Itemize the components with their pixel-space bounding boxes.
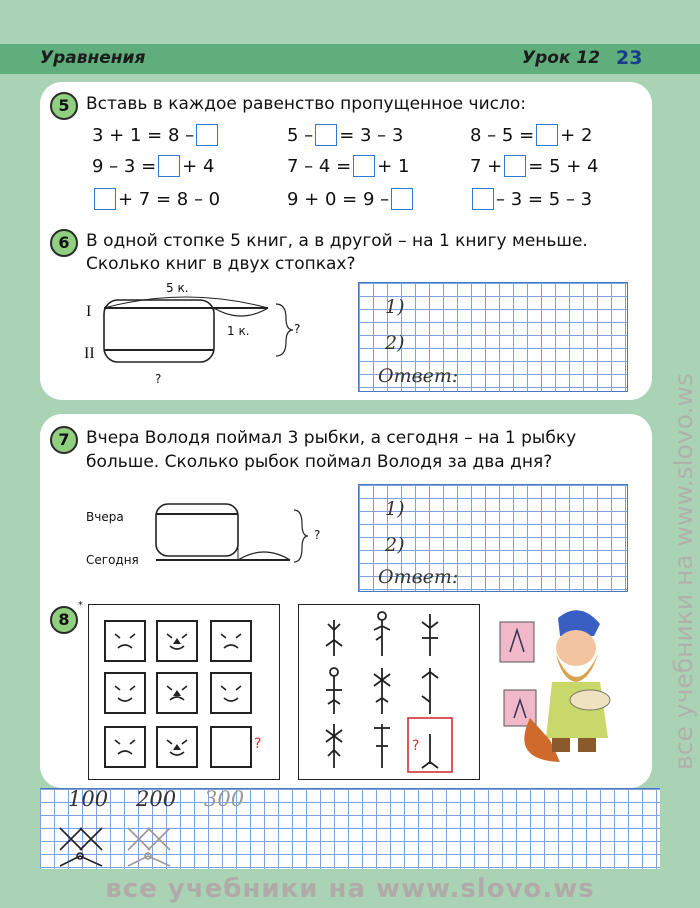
label-sum-question: ? [294,322,301,336]
task6-answer-word: Ответ: [378,365,459,387]
watermark-bottom: все учебники на www.slovo.ws [105,874,595,904]
equation-right: – 3 = 5 – 3 [496,188,593,210]
equation-right: + 7 = 8 – 0 [118,188,221,210]
task8-star: * [78,600,83,611]
missing-number-box[interactable] [196,124,218,146]
copybook-pattern [56,824,186,868]
equation [287,155,409,177]
task6-step2: 2) [385,332,405,354]
missing-number-box[interactable] [353,155,375,177]
copybook-100: 100 [68,787,109,811]
face-cell [210,620,252,662]
equation-right: + 1 [377,155,410,177]
page-header [0,44,700,74]
equation [92,155,214,177]
books-diagram [78,278,318,388]
topic-title: Уравнения [40,48,146,68]
equation-left: 3 + 1 = 8 – [92,124,195,146]
missing-number-box[interactable] [504,155,526,177]
task7-step1: 1) [385,498,405,520]
face-cell [104,726,146,768]
missing-number-box[interactable] [391,188,413,210]
task6-number: 6 [50,229,78,257]
watermark-right [662,120,700,780]
label-yesterday: Вчера [86,510,124,524]
task7-answer-word: Ответ: [378,566,459,588]
lesson-label: Урок 12 [522,48,601,68]
equation [470,188,592,210]
figures-question: ? [412,738,420,754]
label-five-books: 5 к. [166,281,189,295]
fish-diagram [150,496,330,576]
label-fish-sum-question: ? [314,528,321,542]
stick-figures [300,606,476,776]
face-drawing [158,622,196,660]
task6-text-line2: Сколько книг в двух стопках? [86,254,356,274]
face-cell [156,672,198,714]
task5-text: Вставь в каждое равенство пропущенное число: [86,94,526,114]
task7-number: 7 [50,426,78,454]
face-drawing [106,622,144,660]
task6-step1: 1) [385,296,405,318]
face-cell [156,726,198,768]
equation-right: = 3 – 3 [339,124,404,146]
equation [287,124,403,146]
label-one-book: 1 к. [227,324,250,338]
label-stack-I: I [86,303,92,320]
task5-number: 5 [50,92,78,120]
watermark-right-text: все учебники на www.slovo.ws [669,373,698,770]
face-drawing [106,728,144,766]
page-number: 23 [616,47,643,69]
missing-number-box[interactable] [536,124,558,146]
equation-right: + 2 [560,124,593,146]
missing-number-box[interactable] [315,124,337,146]
face-cell [156,620,198,662]
task7-step2: 2) [385,534,405,556]
copybook-200: 200 [136,787,177,811]
label-today: Сегодня [86,553,139,567]
equation [92,188,220,210]
painter-illustration [490,600,620,770]
copybook-300: 300 [204,787,245,811]
equation-left: 9 + 0 = 9 – [287,188,390,210]
task8-number: 8 [50,606,78,634]
equation [92,124,220,146]
task6-text-line1: В одной стопке 5 книг, а в другой – на 1 книгу меньше. [86,231,588,251]
task7-text-line1: Вчера Володя поймал 3 рыбки, а сегодня – на 1 рыбку [86,428,577,448]
equation-right: + 4 [182,155,215,177]
face-drawing [106,674,144,712]
faces-question: ? [254,736,262,752]
face-empty-cell[interactable] [210,726,252,768]
face-cell [104,620,146,662]
face-drawing [158,674,196,712]
face-cell [210,672,252,714]
missing-number-box[interactable] [472,188,494,210]
label-bottom-question: ? [155,372,162,386]
label-stack-II: II [84,345,95,362]
equation-right: = 5 + 4 [528,155,599,177]
equation-left: 5 – [287,124,314,146]
equation-left: 7 – 4 = [287,155,352,177]
face-cell [104,672,146,714]
task7-text-line2: больше. Сколько рыбок поймал Володя за два дня? [86,452,553,472]
equation [470,124,592,146]
equation-left: 8 – 5 = [470,124,535,146]
equation [287,188,415,210]
missing-number-box[interactable] [94,188,116,210]
equation [470,155,599,177]
equation-left: 7 + [470,155,503,177]
face-drawing [212,674,250,712]
face-drawing [212,622,250,660]
equation-left: 9 – 3 = [92,155,157,177]
missing-number-box[interactable] [158,155,180,177]
face-drawing [158,728,196,766]
